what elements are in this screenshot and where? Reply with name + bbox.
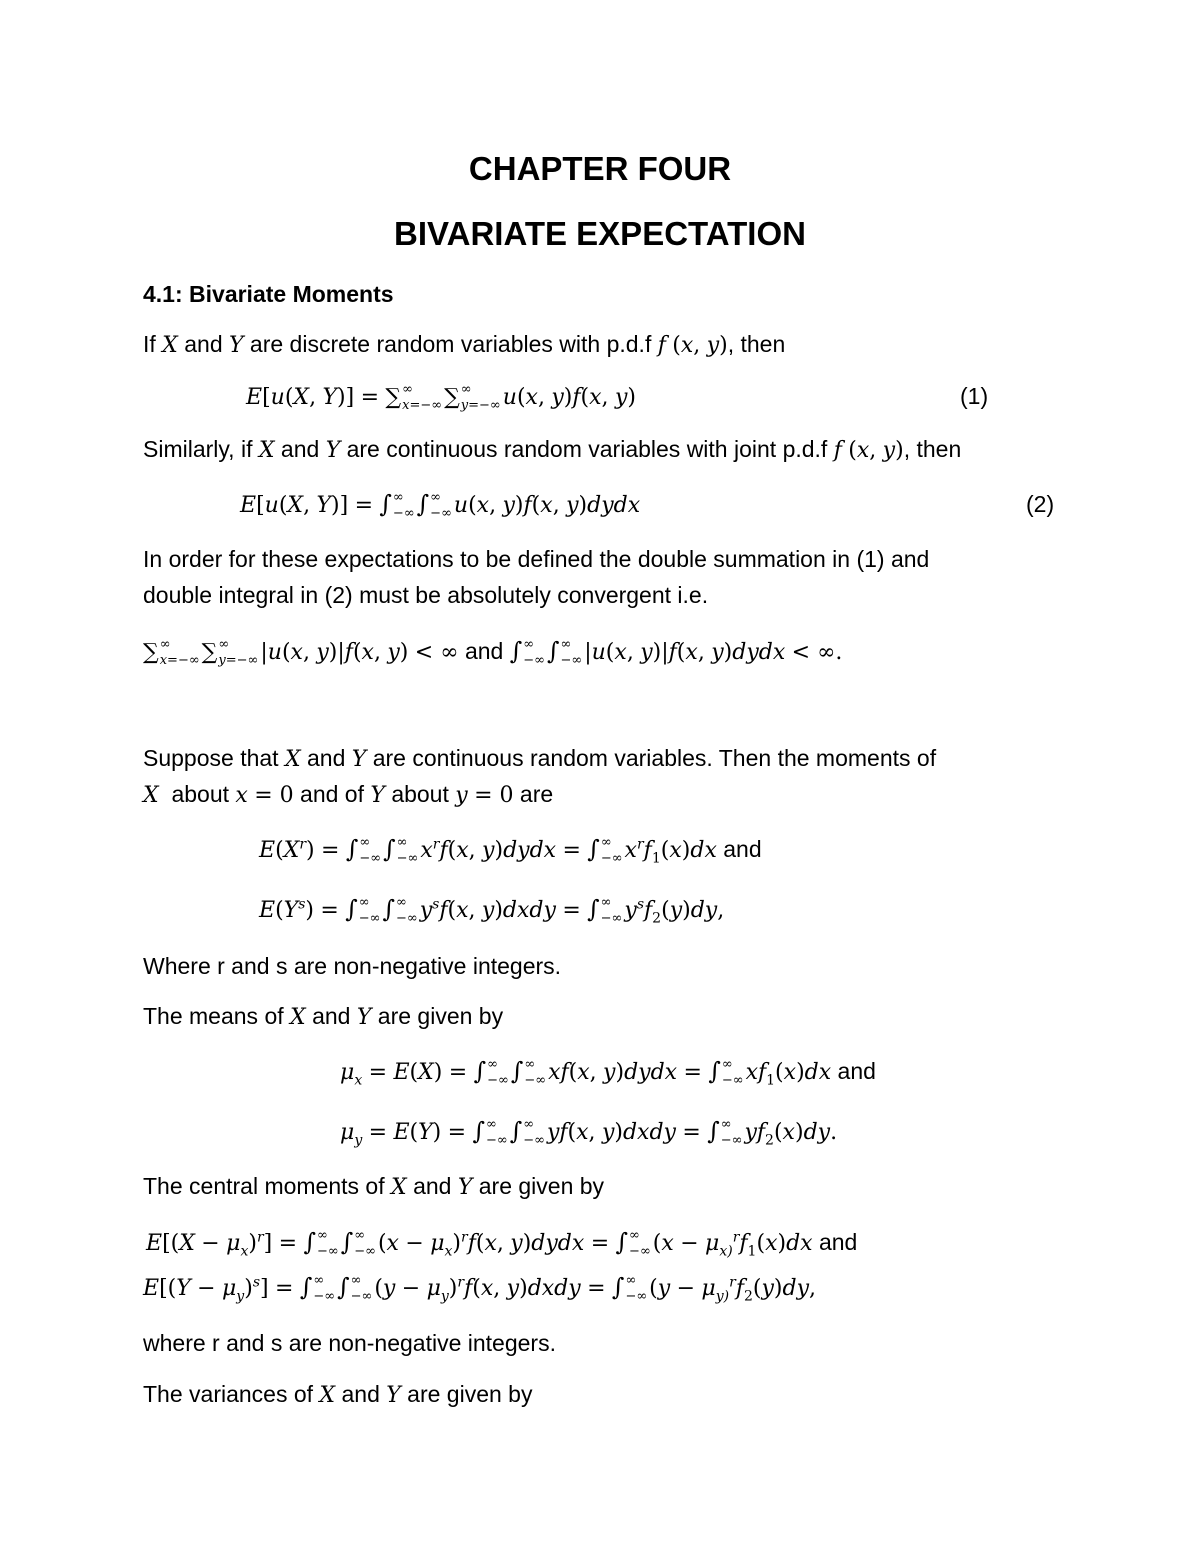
paragraph-convergence-line2: double integral in (2) must be absolutely convergent i.e. xyxy=(143,582,709,608)
paragraph-where-rs: Where r and s are non-negative integers. xyxy=(143,953,562,979)
equation-2-number: (2) xyxy=(1026,491,1055,517)
equation-mean-x: $\mu_x = E(X)$ = ∫ ∞ −∞ ∫ ∞ −∞ xf(x, y)dydx = ∫ ∞ −∞ $xf_1(x)dx$ and xyxy=(340,1057,876,1089)
equation-central-y: $E[(Y - \mu_y)^s]$ = ∫ ∞ −∞ ∫ ∞ −∞ $(y - \mu_y)^rf(x$, y)dxdy = ∫ ∞ −∞ ($y - \mu_{y)}^rf_2(y)dy$, xyxy=(143,1273,817,1305)
paragraph-central-moments: The central moments of X and Y are given by xyxy=(143,1173,605,1200)
section-heading: 4.1: Bivariate Moments xyxy=(143,281,394,307)
paragraph-discrete: If X and Y are discrete random variables with p.d.f f (x, y), then xyxy=(143,331,786,358)
paragraph-where-rs-2: where r and s are non-negative integers. xyxy=(143,1330,556,1356)
equation-2: E[u(X, Y)] = ∫ ∞ −∞ ∫ ∞ −∞ u(x, y)f(x, y)dydx xyxy=(240,490,641,522)
paragraph-means: The means of X and Y are given by xyxy=(143,1003,504,1030)
equation-absolute-convergence: ∑ ∞ x=−∞ ∑ ∞ y=−∞ |u(x, y)|f(x, y) < ∞ and ∫ ∞ −∞ ∫ ∞ −∞ |u(x, y)|f(x, y)dydx < ∞. xyxy=(143,637,843,669)
chapter-title: BIVARIATE EXPECTATION xyxy=(394,215,806,252)
equation-mean-y: $\mu_y = E(Y)$ = ∫ ∞ −∞ ∫ ∞ −∞ yf(x, y)dxdy = ∫ ∞ −∞ $yf_2(x)dy$. xyxy=(340,1117,838,1149)
paragraph-continuous: Similarly, if X and Y are continuous random variables with joint p.d.f f (x, y), then xyxy=(143,436,962,463)
equation-1: E[u(X, Y)] = ∑ ∞ x=−∞ ∑ ∞ y=−∞ u(x, y)f(x, y) xyxy=(246,382,636,414)
equation-central-x: $E[(X - \mu_x)^r]$ = ∫ ∞ −∞ ∫ ∞ −∞ $(x - \mu_x)^rf(x$, y)dydx = ∫ ∞ −∞ ($x - \mu_{x)}^rf_1(x)dx$ and xyxy=(146,1228,858,1260)
equation-moment-y: $E(Y^s)$ = ∫ ∞ −∞ ∫ ∞ −∞ $y^sf(x$, y)dxdy = ∫ ∞ −∞ $y^sf_2(y)dy$, xyxy=(259,895,725,927)
equation-1-number: (1) xyxy=(960,383,989,409)
chapter-heading: CHAPTER FOUR xyxy=(468,150,732,187)
paragraph-convergence-line1: In order for these expectations to be defined the double summation in (1) and xyxy=(143,546,930,572)
equation-moment-x: $E(X^r)$ = ∫ ∞ −∞ ∫ ∞ −∞ $x^rf(x$, y)dydx = ∫ ∞ −∞ $x^rf_1(x)dx$ and xyxy=(259,835,762,867)
paragraph-moments-line1: Suppose that X and Y are continuous random variables. Then the moments of xyxy=(143,745,937,772)
paragraph-variances: The variances of X and Y are given by xyxy=(143,1381,533,1408)
paragraph-moments-line2: X about x = 0 and of Y about y = 0 are xyxy=(143,781,554,808)
